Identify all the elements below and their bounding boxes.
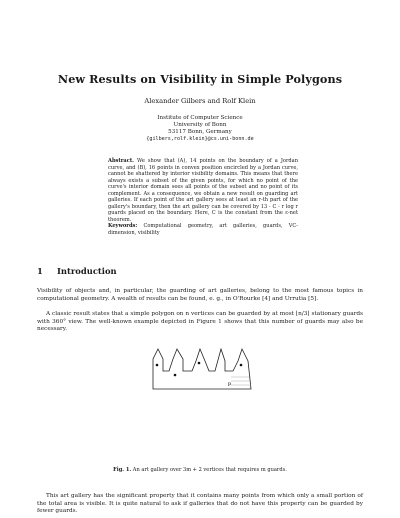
- section-heading: [37, 266, 117, 276]
- point-label-p: p: [228, 381, 232, 387]
- section-number: 1: [37, 266, 43, 276]
- guard-point: [174, 374, 177, 377]
- gallery-polygon: [153, 349, 251, 389]
- keywords-text: Computational geometry, art galleries, guards, VC-dimension, visibility: [108, 223, 298, 237]
- paragraph-3: This art gallery has the significant property that it contains many points from which only a small portion of the total area is visible. It is quite natural to ask if galleries that do not have this property can be guarded by fewer guards.: [37, 493, 363, 514]
- section-title: Introduction: [57, 266, 117, 276]
- guard-point: [156, 364, 159, 367]
- abstract-label: Abstract.: [108, 158, 134, 164]
- abstract: [108, 158, 298, 237]
- keywords-label: Keywords:: [108, 223, 138, 230]
- paragraph-2: A classic result states that a simple polygon on n vertices can be guarded by at most ⌊n/3⌋ stationary guards with 360° view. The well-known example depicted in Figure 1 shows that this number of guards may also be necessary.: [37, 311, 363, 332]
- institute-line-1: Institute of Computer Science: [157, 115, 243, 121]
- institute-line-3: 53117 Bonn, Germany: [168, 129, 232, 135]
- figure-caption-text: An art gallery over 3m + 2 vertices that requires m guards.: [132, 467, 287, 473]
- authors: Alexander Gilbers and Rolf Klein: [144, 97, 256, 105]
- guard-point: [240, 364, 243, 367]
- paragraph-1: Visibility of objects and, in particular, the guarding of art galleries, belong to the most famous topics in computational geometry. A wealth of results can be found, e. g., in O'Rourke [4] and Urrutia [5].: [37, 288, 363, 302]
- guard-point: [198, 362, 201, 365]
- figure-caption: [0, 467, 400, 473]
- institute-line-2: University of Bonn: [173, 122, 227, 128]
- abstract-text: We show that (A), 14 points on the boundary of a Jordan curve, and (B), 16 points in convex position encircled by a Jordan curve, cannot be shattered by interior visibility domains. This means that there always exists a subset of the given points, for which no point of the curve's interior domain sees all points of the subset and no point of its complement. As a consequence, we obtain a new result on guarding art galleries. If each point of the art gallery sees at least an r-th part of the gallery's boundary, then the art gallery can be covered by 13 · C · r log r guards placed on the boundary. Here, C is the constant from the ε-net theorem.: [108, 158, 298, 223]
- paper-title: New Results on Visibility in Simple Polygons: [57, 72, 343, 86]
- art-gallery-figure: [145, 341, 263, 397]
- author-email: {gilbers,rolf.klein}@cs.uni-bonn.de: [146, 136, 254, 142]
- figure-label: Fig. 1.: [113, 467, 132, 473]
